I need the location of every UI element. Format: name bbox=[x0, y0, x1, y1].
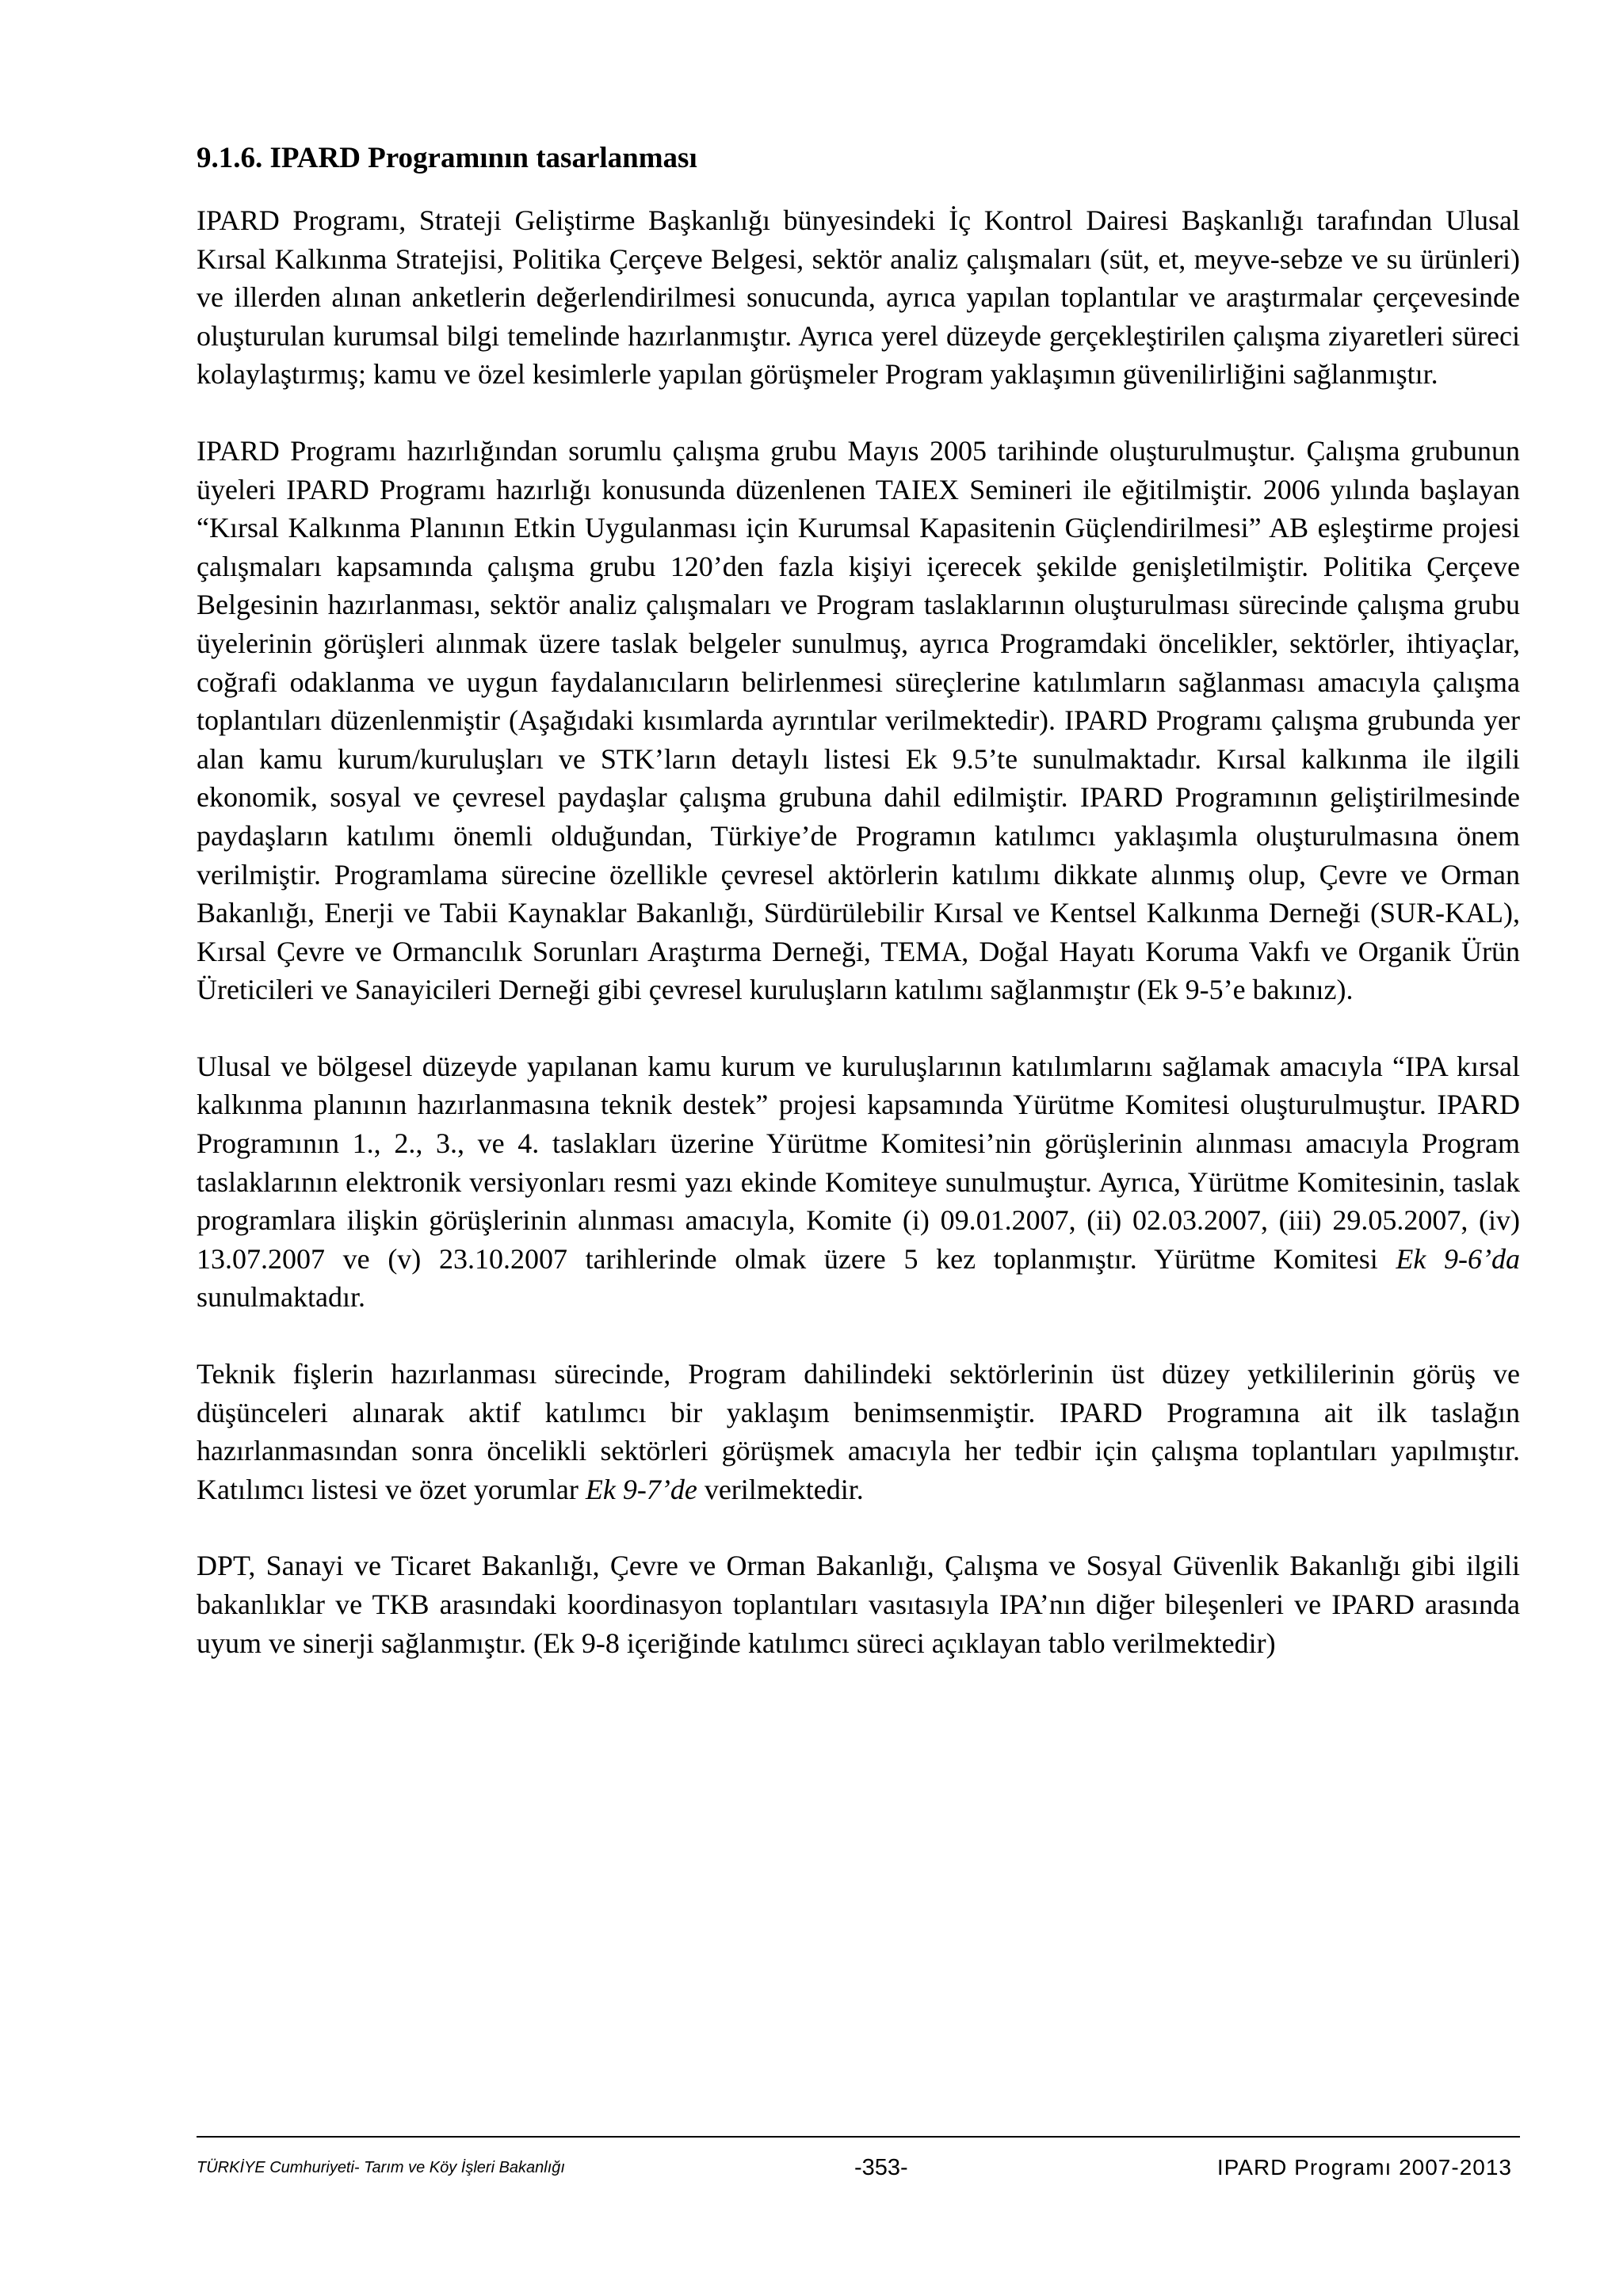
footer-ministry: TÜRKİYE Cumhuriyeti- Tarım ve Köy İşleri Bakanlığı bbox=[197, 2159, 565, 2176]
paragraph-3 bbox=[197, 1047, 1520, 1317]
paragraph-1-text: IPARD Programı, Strateji Geliştirme Başkanlığı bünyesindeki İç Kontrol Dairesi Başkanlığı tarafından Ulusal Kırsal Kalkınma Stratejisi, Politika Çerçeve Belgesi, sektör analiz çalışmaları (süt, et, meyve-sebze ve su ürünleri) ve illerden alınan anketlerin değerlendirilmesi sonucunda, ayrıca yapılan toplantılar ve araştırmalar çerçevesinde oluşturulan kurumsal bilgi temelinde hazırlanmıştır. Ayrıca yerel düzeyde gerçekleştirilen çalışma ziyaretleri süreci kolaylaştırmış; kamu ve özel kesimlerle yapılan görüşmeler Program yaklaşımın güvenilirliğini sağlanmıştır. bbox=[197, 204, 1520, 391]
footer-divider bbox=[197, 2136, 1520, 2138]
paragraph-4 bbox=[197, 1355, 1520, 1508]
paragraph-1 bbox=[197, 201, 1520, 394]
footer-page-number: -353- bbox=[854, 2155, 908, 2180]
paragraph-4-annex-reference: Ek 9-7’de bbox=[585, 1473, 697, 1505]
paragraph-5 bbox=[197, 1547, 1520, 1662]
paragraph-3-annex-reference: Ek 9-6’da bbox=[1396, 1242, 1520, 1275]
paragraph-5-text: DPT, Sanayi ve Ticaret Bakanlığı, Çevre ve Orman Bakanlığı, Çalışma ve Sosyal Güvenlik Bakanlığı gibi ilgili bakanlıklar ve TKB arasındaki koordinasyon toplantıları vasıtasıyla IPA’nın diğer bileşenleri ve IPARD arasında uyum ve sinerji sağlanmıştır. (Ek 9-8 içeriğinde katılımcı süreci açıklayan tablo verilmektedir) bbox=[197, 1550, 1520, 1659]
page-footer bbox=[197, 2152, 1520, 2183]
section-heading: 9.1.6. IPARD Programının tasarlanması bbox=[197, 142, 697, 174]
paragraph-2 bbox=[197, 432, 1520, 1009]
paragraph-4-text-end: verilmektedir. bbox=[697, 1473, 864, 1505]
paragraph-3-text-end: sunulmaktadır. bbox=[197, 1281, 365, 1314]
footer-program-title: IPARD Programı 2007-2013 bbox=[1216, 2155, 1512, 2180]
page-body bbox=[197, 139, 1520, 1700]
paragraph-2-text: IPARD Programı hazırlığından sorumlu çalışma grubu Mayıs 2005 tarihinde oluşturulmuştur. Çalışma grubunun üyeleri IPARD Programı hazırlığı konusunda düzenlenen TAIEX Semineri ile eğitilmiştir. 2006 yılında başlayan “Kırsal Kalkınma Planının Etkin Uygulanması için Kurumsal Kapasitenin Güçlendirilmesi” AB eşleştirme projesi çalışmaları kapsamında çalışma grubu 120’den fazla kişiyi içerecek şekilde genişletilmiştir. Politika Çerçeve Belgesinin hazırlanması, sektör analiz çalışmaları ve Program taslaklarının oluşturulması sürecinde çalışma grubu üyelerinin görüşleri alınmak üzere taslak belgeler sunulmuş, ayrıca Programdaki öncelikler, sektörler, ihtiyaçlar, coğrafi odaklanma ve uygun faydalanıcıların belirlenmesi süreçlerine katılımların sağlanması amacıyla çalışma toplantıları düzenlenmiştir (Aşağıdaki kısımlarda ayrıntılar verilmektedir). IPARD Programı çalışma grubunda yer alan kamu kurum/kuruluşları ve STK’ların detaylı listesi Ek 9.5’te sunulmaktadır. Kırsal kalkınma ile ilgili ekonomik, sosyal ve çevresel paydaşlar çalışma grubuna dahil edilmiştir. IPARD Programının geliştirilmesinde paydaşların katılımı önemli olduğundan, Türkiye’de Programın katılımcı yaklaşımla oluşturulmasına önem verilmiştir. Programlama sürecine özellikle çevresel aktörlerin katılımı dikkate alınmış olup, Çevre ve Orman Bakanlığı, Enerji ve Tabii Kaynaklar Bakanlığı, Sürdürülebilir Kırsal ve Kentsel Kalkınma Derneği (SUR-KAL), Kırsal Çevre ve Ormancılık Sorunları Araştırma Derneği, TEMA, Doğal Hayatı Koruma Vakfı ve Organik Ürün Üreticileri ve Sanayicileri Derneği gibi çevresel kuruluşların katılımı sağlanmıştır (Ek 9-5’e bakınız). bbox=[197, 434, 1520, 1006]
paragraph-3-text: Ulusal ve bölgesel düzeyde yapılanan kamu kurum ve kuruluşlarının katılımlarını sağlamak amacıyla “IPA kırsal kalkınma planının hazırlanmasına teknik destek” projesi kapsamında Yürütme Komitesi oluşturulmuştur. IPARD Programının 1., 2., 3., ve 4. taslakları üzerine Yürütme Komitesi’nin görüşlerinin alınması amacıyla Program taslaklarının elektronik versiyonları resmi yazı ekinde Komiteye sunulmuştur. Ayrıca, Yürütme Komitesinin, taslak programlara ilişkin görüşlerinin alınması amacıyla, Komite (i) 09.01.2007, (ii) 02.03.2007, (iii) 29.05.2007, (iv) 13.07.2007 ve (v) 23.10.2007 tarihlerinde olmak üzere 5 kez toplanmıştır. Yürütme Komitesi bbox=[197, 1050, 1520, 1275]
paragraph-4-text: Teknik fişlerin hazırlanması sürecinde, Program dahilindeki sektörlerinin üst düzey yetkililerinin görüş ve düşünceleri alınarak aktif katılımcı bir yaklaşım benimsenmiştir. IPARD Programına ait ilk taslağın hazırlanmasından sonra öncelikli sektörleri görüşmek amacıyla her tedbir için çalışma toplantıları yapılmıştır. Katılımcı listesi ve özet yorumlar bbox=[197, 1358, 1520, 1505]
